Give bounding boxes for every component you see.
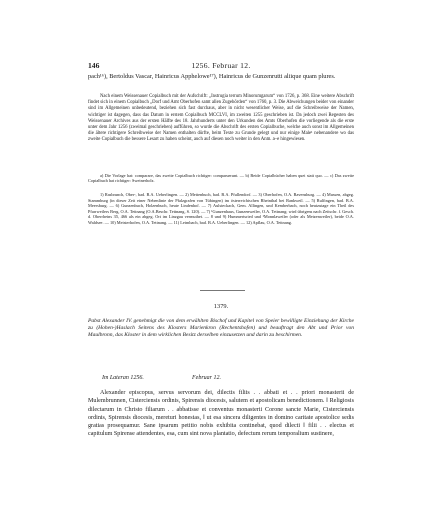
- remark-text: Nach einem Weissenauer Copialbuch mit der Aufschrift: „Instrugia terrum Minorumgarum“ von 1726, p. 368. Eine weitere Abschrift findet sich in einem Copialbuch „Dorf und Amt Oberhofen samt allen Zugehörden“ von 1760, p. 3. Die Abweichungen beider von einander sind im Allgemeinen unbedeutend, beziehen sich fast durchaus, aber in nicht wesentlicher Weise, auf die Schreibweise der Namen, wichtiger ist dagegen, dass das Datum in erstem Copialbuch MCCLVI, im zweiten 1255 geschrieben ist. Da jedoch zwei Regesten des Weissenauer Archives aus der ersten Hälfte des 18. Jahrhunderts unter den Urkunden des Amts Oberhofen die vorliegende als die erste unter dem Jahr 1256 (zweimal geschrieben) aufführen, so wurde die Abschrift des ersten Copialbuche, welche auch sonst im Allgemeinen die ältere richtigere Schreibweise der Namen enthalten dürfte, beim Texte zu Grunde gelegt und nur einige Male¹ nebenandere wo das zweite Copialbuch die bessere Lesart zu haben scheint, auch auf diesen noch weiter in den Anm. a–e hingewiesen.: [88, 94, 354, 143]
- footnotes-numbered: [88, 192, 354, 226]
- intro-text: pach¹⁶), Bertoldus Vascar, Hainricus Apphelowe¹⁷), Hainricus de Gunzenrutti aliique quam plures.: [88, 73, 336, 80]
- document-number: 1379.: [213, 303, 229, 310]
- page-number: 146: [88, 61, 100, 70]
- editorial-remark: [88, 94, 354, 144]
- charter-text: Alexander episcopus, servus servorum dei, dilectis filiis . . abbati et . . priori monasterii de Mulembrunnen, Cisterciensis ordinis, Spirensis diocesis, salutem et apostolicam benedictionem. ‖ Religiosis dilectarum in Christo filiarum . . abbatisse et conventus monasterii Corone sancte Marie, Cisterciensis ordinis, Spirensis diocesis, mereturi honestas, ‖ ut esa sincera diligentes in domino caritate apostolice sedis gratias prosequamur. Sane ipsarum petitio nobis exhibita continebat, quod dilecti ‖ filii . . electus et capitulum Spirense attendentes, esa, cum sint nova plantatio, defectum rerum temporalium sustinere,: [88, 390, 354, 438]
- section-divider: [200, 290, 245, 291]
- header-title: 1256. Februar 12.: [191, 61, 251, 70]
- intro-paragraph: [88, 73, 354, 82]
- footnote-a-text: a) Die Vorlage hat: comparare, das zweite Copialbuch richtiger: comparuerunt. — b) Beide Copialbücher haben quei statt quo. — c) Das zweite Copialbuch hat richtiger: Sweinerholz.: [88, 173, 354, 184]
- dateline-place: Im Lateran 1256.: [102, 375, 144, 381]
- footnote-numbered-text: 1) Rasbrunch, Ober-, bad. B.A. Ueberlingen. — 2) Mettenbuch, bad. B.A. Pfullendorf. — 3) Oberhofen, O.A. Ravensburg. — 4) Mussen, abgeg. Stammburg (in dieser Zeit einer Nebenlinie der Pfalzgrafen von Tübingen) im österreichischen Rheinthal bei Rankweil. — 5) Rulfingen, bad. B.A. Meersburg. — 6) Gunzenbuch, Holzenbuch, heute Lindenhof. — 7) Aulsteckach, Gem. Allingen, und Kemberbach, noch heutzutage ein Theil des Pfarrweilers Berg, O.A. Tettnang (O.A.Beschr. Tettnang, S. 120). — 7) ¹Gunzenhaus, Gunzenweiler, O.A. Tettnang; wird übrigens nach Zeitschr. f. Gesch. d. Oberrheins 35, 466 als ein abgeg. Ort im Linzgau vermuthet. — 8 und 9) Hummertsried und ¹Monnlaweiler (oder als Metzenweiler), beide O.A. Waldsee. — 10) Meisterhofen, O.A. Tettnang. — 11) Leimbach, bad. B.A. Ueberlingen. — 12) Apflau, O.A. Tettnang.: [88, 192, 354, 225]
- charter-body: [88, 389, 354, 439]
- running-header: [88, 61, 354, 71]
- dateline-date: Februar 12.: [192, 375, 221, 381]
- regest-text: Pabst Alexander IV. genehmigt die von dem erwählten Bischof und Kapitel von Speier bewilligte Einziehung der Kirche zu (Hohen-)Haslach Seitens des Klosters Marienkron (Rechentshofen) und beauftragt den Abt und Prior von Maulbronn, das Kloster in dem wirklichen Besitz derselben einzusetzen und darin zu beschirmen.: [88, 318, 354, 339]
- regest-summary: [88, 318, 354, 339]
- footnotes-lettered: [88, 173, 354, 184]
